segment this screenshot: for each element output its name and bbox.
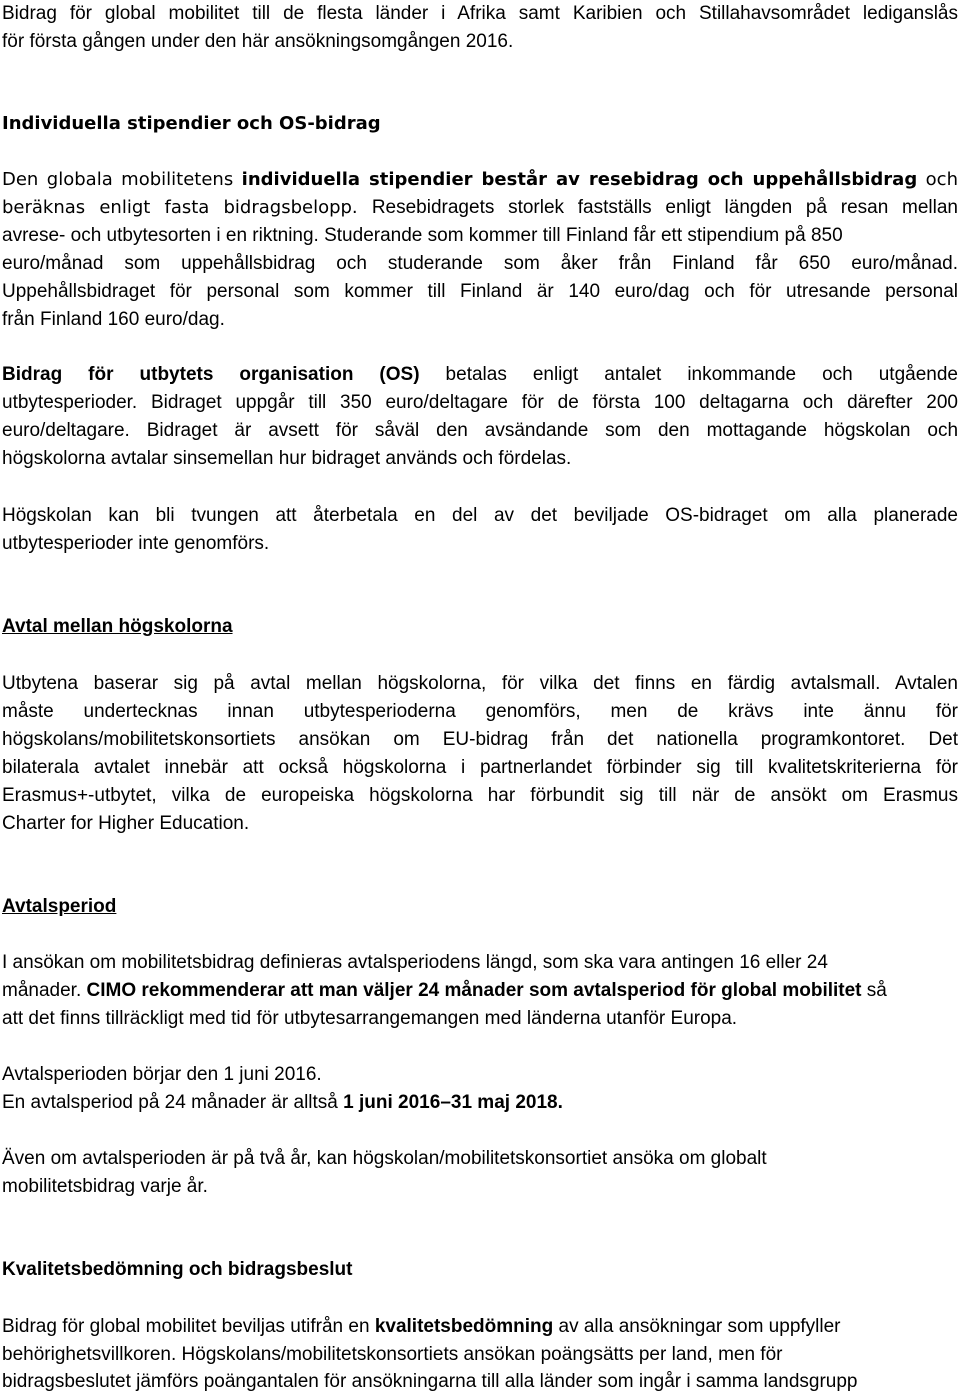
os-text: Bidraget är avsett för såväl den avsändande som den mottagande högskolan och xyxy=(146,420,958,441)
period-yearly-text: Även om avtalsperioden är på två år, kan högskolan/mobilitetskonsortiet ansöka om globalt xyxy=(2,1148,767,1169)
repay-line-1 xyxy=(2,502,958,530)
period-line-3 xyxy=(2,1005,958,1033)
period-end-line xyxy=(2,1089,958,1117)
agreement-text: Charter for Higher Education. xyxy=(2,813,250,834)
individual-line-3 xyxy=(2,222,958,250)
quality-text: behörighetsvillkoren. Högskolans/mobilitetskonsortiets ansökan poängsätts per land, men för xyxy=(2,1344,783,1365)
agreement-line-6 xyxy=(2,810,958,838)
agreement-text: måste undertecknas innan utbytesperioderna genomförs, men de krävs inte ännu för xyxy=(2,701,958,722)
period-dates-bold: 1 juni 2016–31 maj 2018. xyxy=(343,1092,563,1113)
individual-text: Uppehållsbidraget för personal som kommer till Finland är 140 euro/dag och för utresande personal xyxy=(2,281,958,302)
intro-text-2: för första gången under den här ansökningsomgången 2016. xyxy=(2,31,514,52)
period-end-text: En avtalsperiod på 24 månader är alltså xyxy=(2,1092,344,1113)
individual-text: Den globala mobilitetens xyxy=(2,169,242,190)
quality-line-1 xyxy=(2,1313,958,1341)
intro-text-1: Bidrag för global mobilitet till de flesta länder i Afrika samt Karibien och Stillahavsområdet lediganslås xyxy=(2,3,958,24)
heading-quality-text: Kvalitetsbedömning och bidragsbeslut xyxy=(2,1259,353,1280)
quality-line-3 xyxy=(2,1368,958,1396)
agreement-line-3 xyxy=(2,726,958,754)
period-text: att det finns tillräckligt med tid för utbytesarrangemangen med länderna utanför Europa. xyxy=(2,1008,738,1029)
period-line-1 xyxy=(2,949,958,977)
os-text: betalas enligt antalet inkommande och utgående xyxy=(419,364,958,385)
period-yearly-line-1 xyxy=(2,1145,958,1173)
os-text: utbytesperioder. xyxy=(2,392,151,413)
individual-line-6 xyxy=(2,306,958,334)
quality-text: av alla ansökningar som uppfyller xyxy=(553,1316,841,1337)
intro-line-1 xyxy=(2,0,958,28)
individual-line-4 xyxy=(2,250,958,278)
heading-period xyxy=(2,893,958,921)
individual-text: och xyxy=(917,169,958,190)
individual-line-2 xyxy=(2,194,958,222)
heading-agreement-text: Avtal mellan högskolorna xyxy=(2,616,233,637)
quality-line-2 xyxy=(2,1341,958,1369)
heading-individual-text: Individuella stipendier och OS-bidrag xyxy=(2,113,381,134)
period-text: så xyxy=(861,980,887,1001)
quality-text: bidragsbeslutet jämförs poängantalen för ansökningarna till alla länder som ingår i samma landsgrupp xyxy=(2,1371,858,1392)
agreement-line-2 xyxy=(2,698,958,726)
agreement-text: högskolans/mobilitetskonsortiets ansökan om EU-bidrag från det nationella programkontoret. Det xyxy=(2,729,958,750)
repay-text: Högskolan kan bli tvungen att återbetala en del av det beviljade OS-bidraget om alla planerade xyxy=(2,505,958,526)
quality-bold-text: kvalitetsbedömning xyxy=(374,1316,554,1337)
repay-line-2 xyxy=(2,530,958,558)
agreement-text: Erasmus+-utbytet, vilka de europeiska högskolorna har förbundit sig till när de ansökt om Erasmus xyxy=(2,785,958,806)
intro-line-2 xyxy=(2,28,958,56)
os-text: euro/deltagare. xyxy=(2,420,147,441)
repay-text: utbytesperioder inte genomförs. xyxy=(2,533,270,554)
agreement-line-1 xyxy=(2,670,958,698)
heading-period-text: Avtalsperiod xyxy=(2,896,117,917)
individual-text: Resebidragets storlek fastställs enligt längden på resan mellan xyxy=(371,197,958,218)
individual-line-5 xyxy=(2,278,958,306)
individual-text: euro/månad som uppehållsbidrag och studerande som åker från Finland får 650 euro/månad. xyxy=(2,253,958,274)
individual-text: beräknas enligt fasta bidragsbelopp. xyxy=(2,197,372,218)
individual-text: Studerande som kommer till Finland får ett stipendium på 850 xyxy=(324,225,843,246)
agreement-line-4 xyxy=(2,754,958,782)
agreement-text: Utbytena baserar sig på avtal mellan högskolorna, för vilka det finns en färdig avtalsmall. Avtalen xyxy=(2,673,958,694)
os-line-1 xyxy=(2,361,958,389)
individual-text: från Finland 160 euro/dag. xyxy=(2,309,225,330)
quality-text: Bidrag för global mobilitet beviljas utifrån en xyxy=(2,1316,375,1337)
heading-quality xyxy=(2,1256,958,1284)
os-bold-text: Bidrag för utbytets organisation (OS) xyxy=(2,364,420,385)
os-line-3 xyxy=(2,417,958,445)
agreement-text: bilaterala avtalet innebär att också högskolorna i partnerlandet förbinder sig till kvalitetskriterierna för xyxy=(2,757,958,778)
os-text: högskolorna avtalar sinsemellan hur bidraget används och fördelas. xyxy=(2,448,572,469)
period-text: I ansökan om mobilitetsbidrag definieras avtalsperiodens längd, som ska vara antingen 16 eller 24 xyxy=(2,952,828,973)
individual-bold-text: individuella stipendier består av resebidrag och uppehållsbidrag xyxy=(241,169,918,190)
agreement-line-5 xyxy=(2,782,958,810)
heading-individual xyxy=(2,110,958,138)
individual-text: avrese- och utbytesorten i en riktning. xyxy=(2,225,325,246)
os-text: Bidraget uppgår till 350 euro/deltagare för de första 100 deltagarna och därefter 200 xyxy=(150,392,958,413)
period-yearly-text: mobilitetsbidrag varje år. xyxy=(2,1176,208,1197)
period-line-2 xyxy=(2,977,958,1005)
period-start-text: Avtalsperioden börjar den 1 juni 2016. xyxy=(2,1064,322,1085)
period-yearly-line-2 xyxy=(2,1173,958,1201)
period-bold-text: CIMO rekommenderar att man väljer 24 månader som avtalsperiod för global mobilitet xyxy=(86,980,862,1001)
os-line-2 xyxy=(2,389,958,417)
period-text: månader. xyxy=(2,980,87,1001)
os-line-4 xyxy=(2,445,958,473)
period-start-line xyxy=(2,1061,958,1089)
heading-agreement xyxy=(2,613,958,641)
individual-line-1 xyxy=(2,166,958,194)
